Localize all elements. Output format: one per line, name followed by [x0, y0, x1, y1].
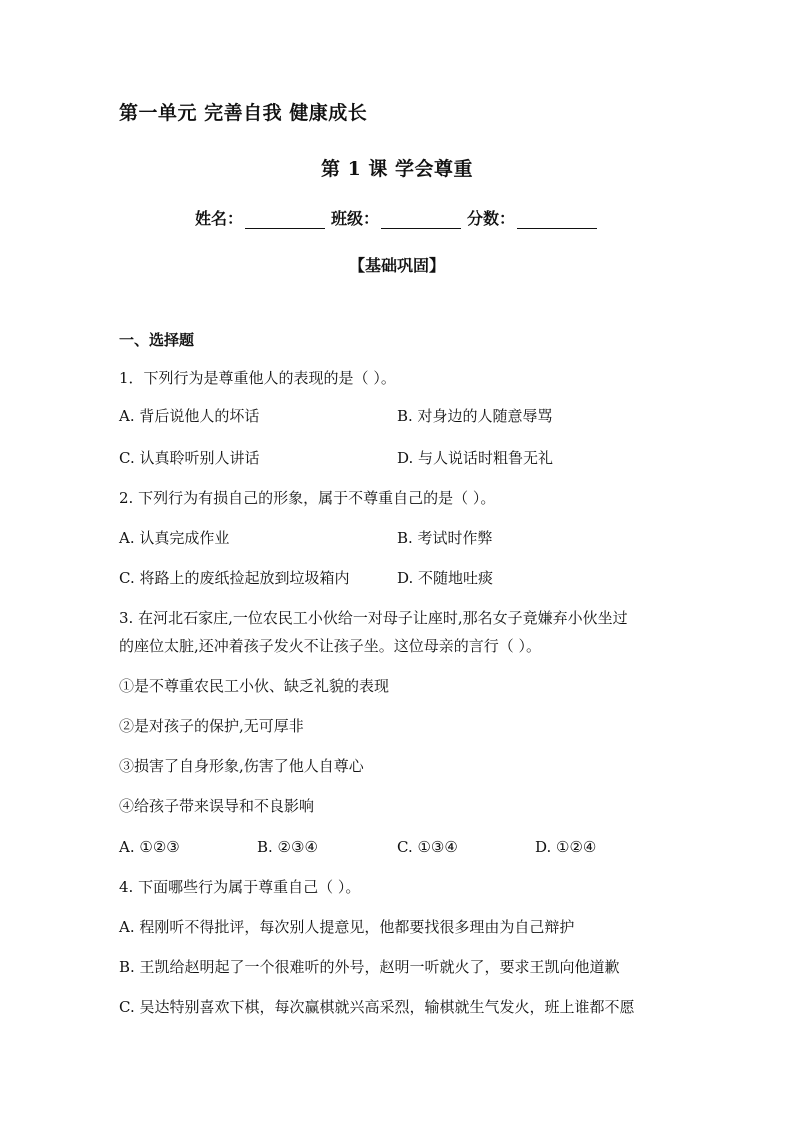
question-4-stem: 4. 下面哪些行为属于尊重自己（ ）。: [119, 878, 361, 896]
lesson-title: 第 1 课 学会尊重: [320, 158, 474, 180]
question-2-option-a: A. 认真完成作业: [119, 529, 230, 547]
question-1-option-c: C. 认真聆听别人讲话: [119, 449, 260, 467]
class-blank[interactable]: [381, 214, 461, 229]
question-4-option-a: A. 程刚听不得批评，每次别人提意见，他都要找很多理由为自己辩护: [119, 918, 575, 936]
question-3-option-b: B. ②③④: [257, 838, 318, 856]
name-blank[interactable]: [245, 214, 325, 229]
class-label: 班级：: [331, 209, 380, 228]
question-3-statement-3: ③损害了自身形象,伤害了他人自尊心: [119, 757, 364, 775]
question-4-option-c: C. 吴达特别喜欢下棋，每次赢棋就兴高采烈，输棋就生气发火，班上谁都不愿: [119, 998, 635, 1016]
question-1-option-b: B. 对身边的人随意辱骂: [397, 407, 553, 425]
question-3-option-c: C. ①③④: [397, 838, 458, 856]
question-3-option-a: A. ①②③: [119, 838, 180, 856]
student-info-line: [195, 206, 603, 229]
question-3-statement-4: ④给孩子带来误导和不良影响: [119, 797, 315, 815]
part-title: 一、选择题: [119, 331, 195, 349]
question-3-statement-2: ②是对孩子的保护,无可厚非: [119, 717, 304, 735]
question-2-stem: 2. 下列行为有损自己的形象，属于不尊重自己的是（ ）。: [119, 489, 496, 507]
question-3-statement-1: ①是不尊重农民工小伙、缺乏礼貌的表现: [119, 677, 390, 695]
score-blank[interactable]: [517, 214, 597, 229]
question-3-stem-line-1: 3. 在河北石家庄,一位农民工小伙给一对母子让座时,那名女子竟嫌弃小伙坐过: [119, 609, 628, 627]
question-2-option-b: B. 考试时作弊: [397, 529, 493, 547]
question-1-option-a: A. 背后说他人的坏话: [119, 407, 260, 425]
name-label: 姓名：: [195, 209, 244, 228]
question-1-stem: 1．下列行为是尊重他人的表现的是（ ）。: [119, 369, 396, 387]
question-2-option-c: C. 将路上的废纸捡起放到垃圾箱内: [119, 569, 350, 587]
section-heading: 【基础巩固】: [348, 256, 445, 275]
unit-title: 第一单元 完善自我 健康成长: [119, 102, 368, 124]
score-label: 分数：: [467, 209, 516, 228]
question-3-stem-line-2: 的座位太脏,还冲着孩子发火不让孩子坐。这位母亲的言行（ ）。: [119, 637, 542, 655]
question-2-option-d: D. 不随地吐痰: [397, 569, 494, 587]
question-4-option-b: B. 王凯给赵明起了一个很难听的外号，赵明一听就火了，要求王凯向他道歉: [119, 958, 620, 976]
question-1-option-d: D. 与人说话时粗鲁无礼: [397, 449, 554, 467]
question-3-option-d: D. ①②④: [535, 838, 597, 856]
